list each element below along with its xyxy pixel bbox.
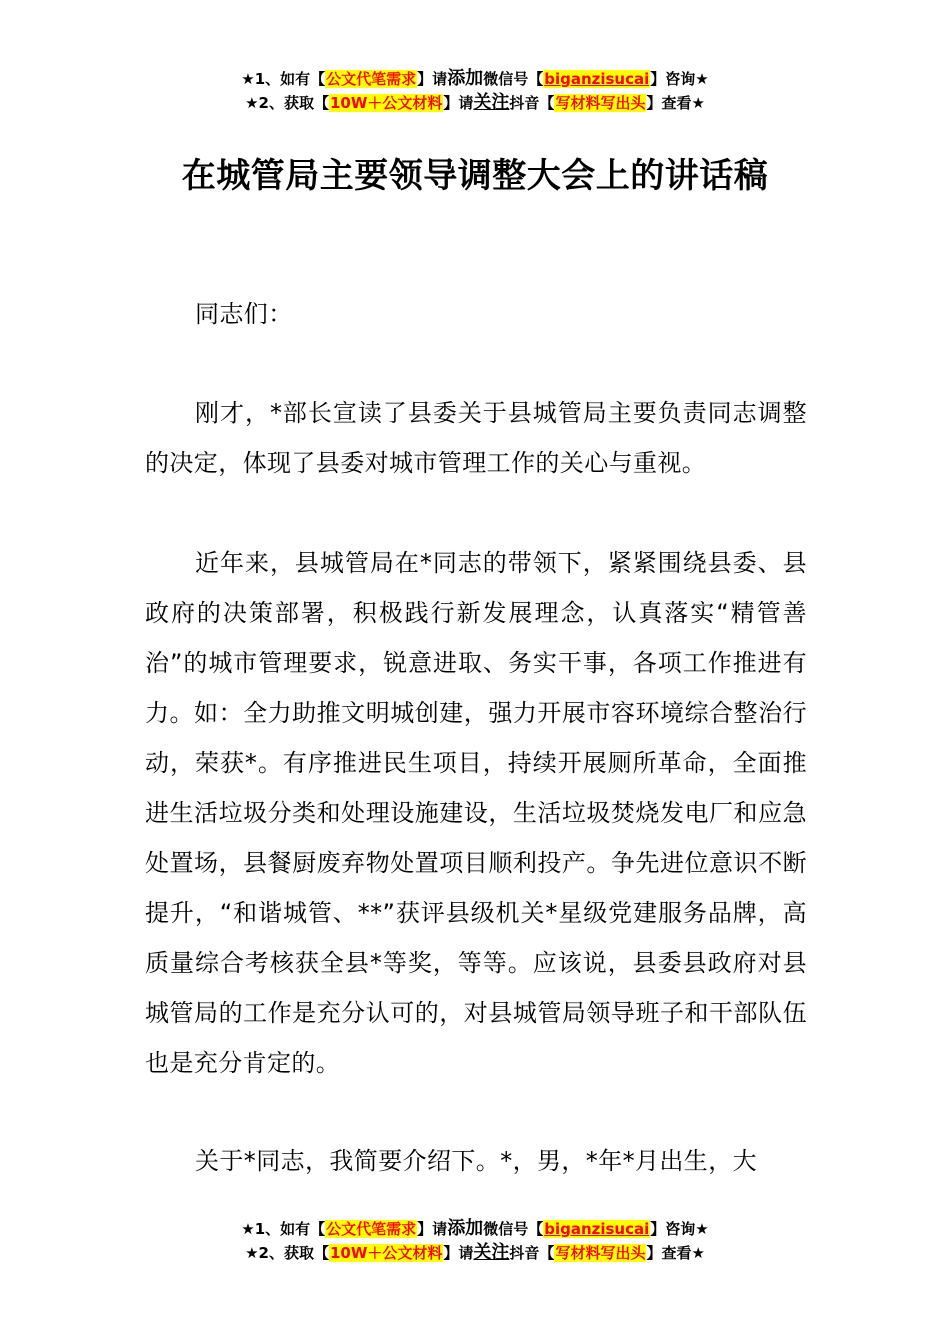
highlight-materials: 10W＋公文材料: [329, 94, 443, 112]
paragraph-3: [145, 1136, 807, 1186]
banner-text: 关注: [473, 1242, 510, 1263]
banner-text: ★1、如有【: [241, 1220, 326, 1238]
banner-text: 添加: [447, 68, 484, 89]
banner-text: 】请: [443, 1244, 474, 1262]
highlight-service: 公文代笔需求: [326, 70, 417, 88]
banner-text: 】请: [417, 1220, 448, 1238]
banner-text: 添加: [447, 1218, 484, 1239]
highlight-service: 公文代笔需求: [326, 1220, 417, 1238]
paragraph-text: 关于*同志，我简要介绍下。*，男，*年*月出生，大: [195, 1147, 757, 1175]
banner-line-1: [0, 67, 950, 91]
banner-text: 】请: [443, 94, 474, 112]
banner-text: 】查看★: [646, 94, 705, 112]
banner-text: 】咨询★: [650, 70, 709, 88]
banner-text: 微信号【: [483, 70, 544, 88]
top-banner: [0, 67, 950, 115]
banner-text: ★2、获取【: [245, 1244, 329, 1262]
paragraph-text: 近年来，县城管局在*同志的带领下，紧紧围绕县委、县政府的决策部署，积极践行新发展理念，认真落实“精管善治”的城市管理要求，锐意进取、务实干事，各项工作推进有力。如：全力助推文明城创建，强力开展市容环境综合整治行动，荣获*。有序推进民生项目，持续开展厕所革命，全面推进生活垃圾分类和处理设施建设，生活垃圾焚烧发电厂和应急处置场，县餐厨废弃物处置项目顺利投产。争先进位意识不断提升，“和谐城管、**”获评县级机关*星级党建服务品牌，高质量综合考核获全县*等奖，等等。应该说，县委县政府对县城管局的工作是充分认可的，对县城管局领导班子和干部队伍也是充分肯定的。: [145, 549, 807, 1077]
document-title: 在城管局主要领导调整大会上的讲话稿: [181, 156, 769, 196]
banner-line-2: [0, 91, 950, 115]
banner-text: 抖音【: [509, 94, 555, 112]
banner-text: 抖音【: [509, 1244, 555, 1262]
bottom-banner: [0, 1217, 950, 1265]
banner-text: ★1、如有【: [241, 70, 326, 88]
banner-text: 】请: [417, 70, 448, 88]
banner-text: 】咨询★: [650, 1220, 709, 1238]
salutation-text: 同志们：: [195, 300, 293, 328]
banner-text: 关注: [473, 92, 510, 113]
paragraph-1: [145, 388, 807, 488]
banner-text: 微信号【: [483, 1220, 544, 1238]
paragraph-2: [145, 538, 807, 1088]
highlight-materials: 10W＋公文材料: [329, 1244, 443, 1262]
banner-text: 】查看★: [646, 1244, 705, 1262]
douyin-account: 写材料写出头: [555, 1244, 646, 1262]
banner-line-1: [0, 1217, 950, 1241]
banner-line-2: [0, 1241, 950, 1265]
wechat-id-link[interactable]: biganzisucai: [544, 1220, 650, 1238]
paragraph-text: 刚才，*部长宣读了县委关于县城管局主要负责同志调整的决定，体现了县委对城市管理工作的关心与重视。: [145, 399, 807, 477]
wechat-id-link[interactable]: biganzisucai: [544, 70, 650, 88]
salutation: [145, 289, 807, 339]
banner-text: ★2、获取【: [245, 94, 329, 112]
douyin-account: 写材料写出头: [555, 94, 646, 112]
